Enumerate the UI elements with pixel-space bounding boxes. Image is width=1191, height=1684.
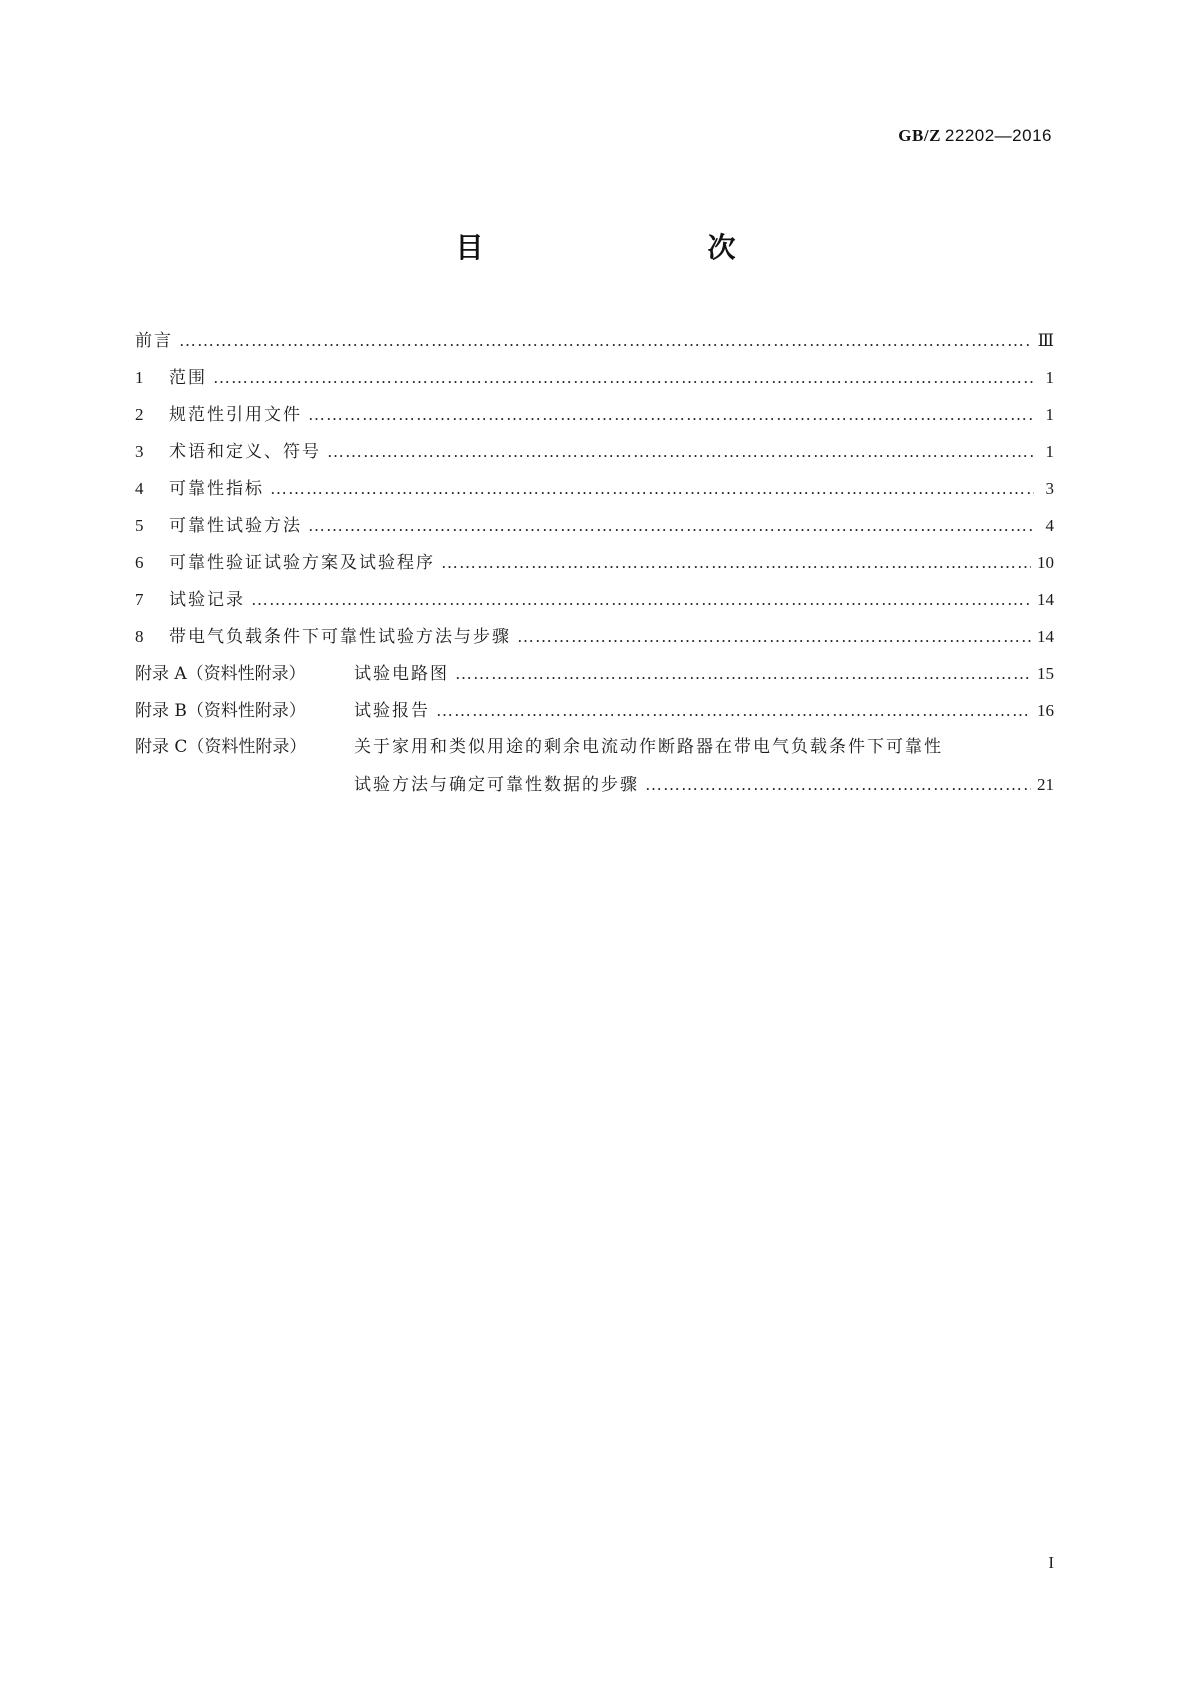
toc-entry-chapter-7[interactable] bbox=[135, 581, 1054, 618]
toc-page-number: 4 bbox=[1045, 516, 1054, 535]
toc-label: 试验报告 bbox=[354, 701, 430, 721]
toc-appendix-prefix: 附录 A（资料性附录） bbox=[135, 664, 306, 684]
toc-entry-chapter-6[interactable] bbox=[135, 544, 1054, 581]
toc-leader-dots bbox=[455, 655, 1031, 692]
toc-entry-foreword[interactable] bbox=[135, 322, 1054, 359]
toc-entry-chapter-2[interactable] bbox=[135, 396, 1054, 433]
table-of-contents bbox=[135, 322, 1054, 803]
toc-page-number: 3 bbox=[1045, 479, 1054, 498]
toc-page-number: 1 bbox=[1045, 405, 1054, 424]
standard-prefix: GB/Z bbox=[898, 126, 941, 145]
page-title: 目 次 bbox=[455, 231, 792, 264]
toc-leader-dots bbox=[441, 544, 1031, 581]
toc-label: 范围 bbox=[169, 368, 207, 388]
toc-label: 规范性引用文件 bbox=[169, 405, 302, 425]
toc-label: 试验方法与确定可靠性数据的步骤 bbox=[354, 775, 639, 795]
toc-page-number: 14 bbox=[1037, 627, 1054, 646]
toc-appendix-prefix: 附录 B（资料性附录） bbox=[135, 701, 306, 721]
toc-label: 可靠性试验方法 bbox=[169, 516, 302, 536]
toc-chapter-number: 3 bbox=[135, 442, 144, 461]
toc-label: 带电气负载条件下可靠性试验方法与步骤 bbox=[169, 627, 511, 647]
toc-entry-chapter-8[interactable] bbox=[135, 618, 1054, 655]
toc-label: 试验电路图 bbox=[354, 664, 449, 684]
toc-label: 可靠性验证试验方案及试验程序 bbox=[169, 553, 435, 573]
toc-entry-appendix-c-continued[interactable] bbox=[135, 766, 1054, 803]
toc-leader-dots bbox=[436, 692, 1031, 729]
toc-leader-dots bbox=[213, 359, 1034, 396]
toc-entry-chapter-1[interactable] bbox=[135, 359, 1054, 396]
toc-label: 关于家用和类似用途的剩余电流动作断路器在带电气负载条件下可靠性 bbox=[354, 737, 943, 757]
toc-page-number: 10 bbox=[1037, 553, 1054, 572]
toc-leader-dots bbox=[517, 618, 1031, 655]
toc-entry-appendix-b[interactable] bbox=[135, 692, 1054, 729]
toc-page-number: 21 bbox=[1037, 775, 1054, 794]
toc-leader-dots bbox=[308, 396, 1034, 433]
toc-label: 前言 bbox=[135, 331, 173, 351]
toc-entry-chapter-5[interactable] bbox=[135, 507, 1054, 544]
toc-entry-chapter-3[interactable] bbox=[135, 433, 1054, 470]
toc-entry-appendix-c[interactable] bbox=[135, 729, 1054, 766]
standard-number: 22202—2016 bbox=[944, 126, 1052, 145]
toc-leader-dots bbox=[645, 766, 1031, 803]
page-number: I bbox=[1048, 1553, 1054, 1572]
toc-entry-appendix-a[interactable] bbox=[135, 655, 1054, 692]
toc-label: 术语和定义、符号 bbox=[169, 442, 321, 462]
standard-code bbox=[898, 126, 1052, 146]
toc-leader-dots bbox=[327, 433, 1034, 470]
toc-chapter-number: 4 bbox=[135, 479, 144, 498]
toc-label: 可靠性指标 bbox=[169, 479, 264, 499]
toc-leader-dots bbox=[179, 322, 1032, 359]
toc-chapter-number: 7 bbox=[135, 590, 144, 609]
toc-leader-dots bbox=[251, 581, 1031, 618]
toc-leader-dots bbox=[308, 507, 1034, 544]
toc-chapter-number: 5 bbox=[135, 516, 144, 535]
toc-chapter-number: 8 bbox=[135, 627, 144, 646]
toc-chapter-number: 1 bbox=[135, 368, 144, 387]
toc-page-number: 1 bbox=[1045, 368, 1054, 387]
toc-label: 试验记录 bbox=[169, 590, 245, 610]
toc-page-number: Ⅲ bbox=[1037, 331, 1054, 350]
toc-appendix-prefix: 附录 C（资料性附录） bbox=[135, 737, 307, 757]
toc-page-number: 16 bbox=[1037, 701, 1054, 720]
toc-chapter-number: 2 bbox=[135, 405, 144, 424]
toc-chapter-number: 6 bbox=[135, 553, 144, 572]
toc-page-number: 15 bbox=[1037, 664, 1054, 683]
toc-leader-dots bbox=[270, 470, 1034, 507]
toc-entry-chapter-4[interactable] bbox=[135, 470, 1054, 507]
toc-page-number: 14 bbox=[1037, 590, 1054, 609]
toc-page-number: 1 bbox=[1045, 442, 1054, 461]
